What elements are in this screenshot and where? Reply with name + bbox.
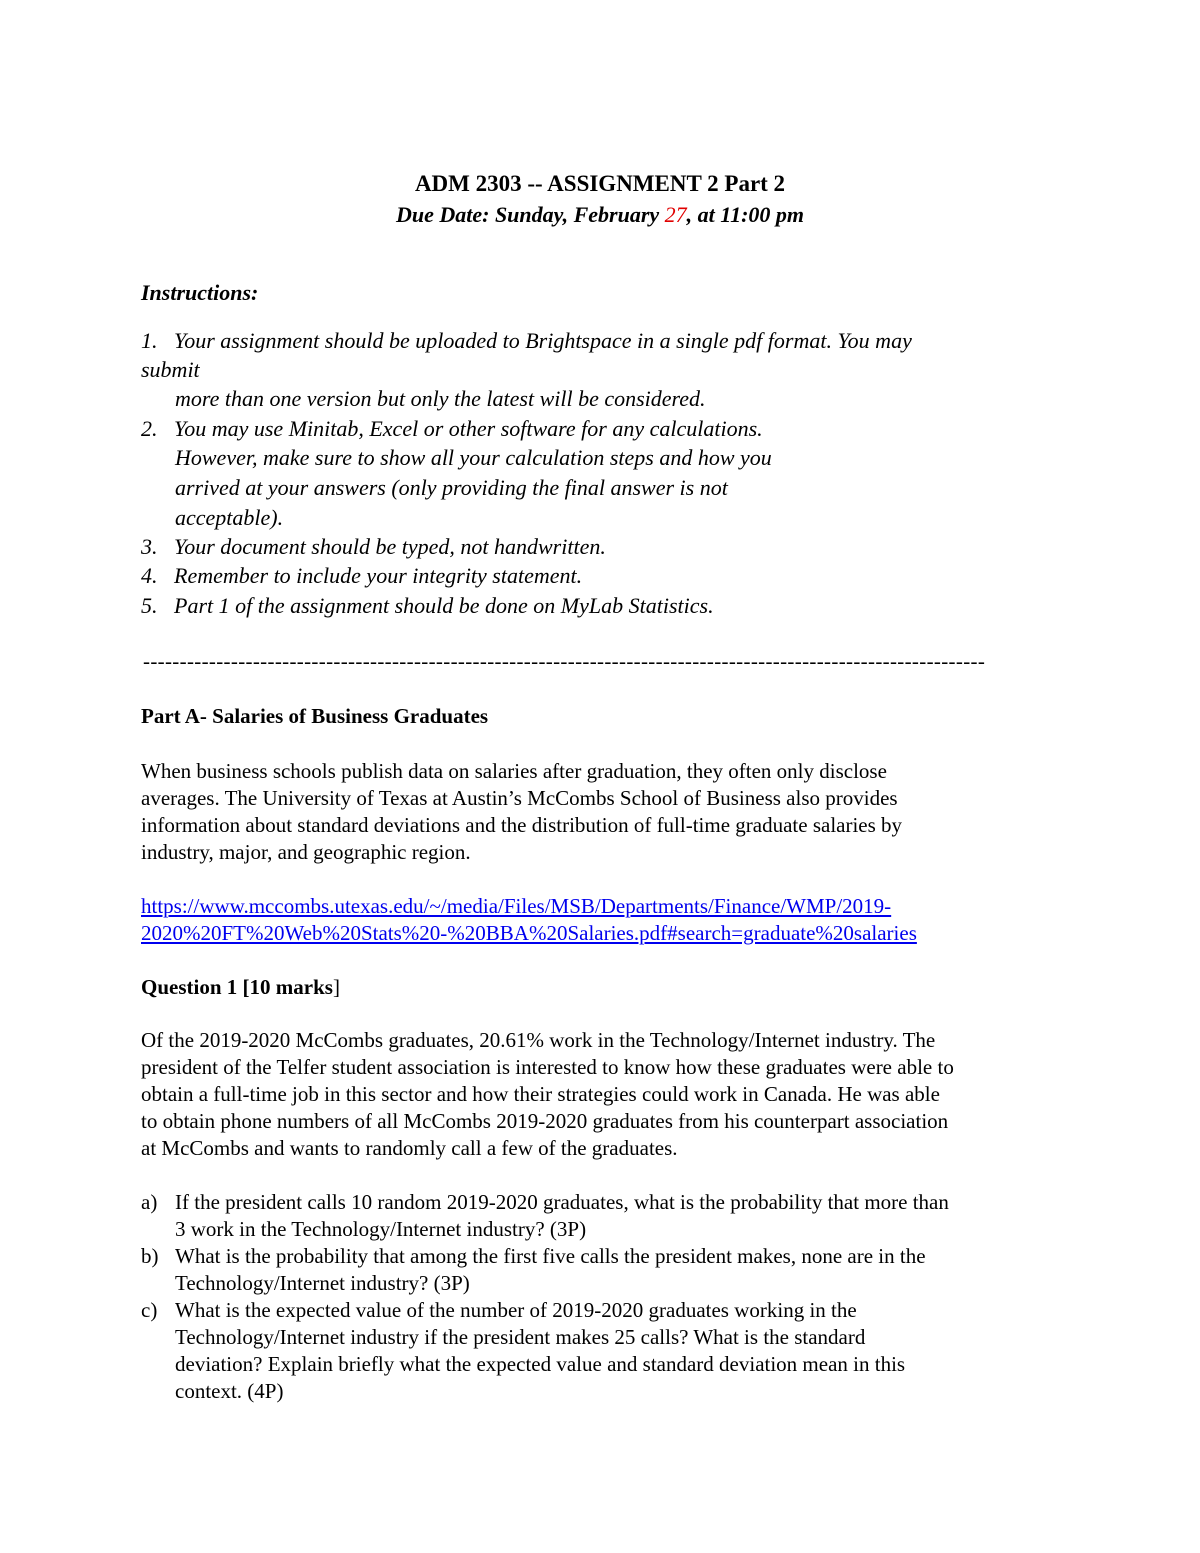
part-a-paragraph-line-2: averages. The University of Texas at Austin’s McCombs School of Business also provides [141,786,898,810]
instruction-item-4-number: 4. [141,563,158,588]
instruction-item-2-line-3: arrived at your answers (only providing the final answer is not [175,475,728,500]
source-link-line-2[interactable]: 2020%20FT%20Web%20Stats%20-%20BBA%20Salaries.pdf#search=graduate%20salaries [141,921,917,945]
dashed-divider: ------------------------------------------------------------------------------------------------------------------- [143,649,986,673]
due-date-day: 27 [664,202,687,227]
part-a-paragraph-line-3: information about standard deviations and the distribution of full-time graduate salaries by [141,813,903,837]
question-1a-text: If the president calls 10 random 2019-2020 graduates, what is the probability that more than [175,1190,949,1214]
instruction-item-1-line-1 [141,330,912,352]
question-1c-line-1 [141,1300,857,1321]
instruction-item-3-number: 3. [141,534,158,559]
instruction-item-1-line-2: submit [141,357,200,382]
instruction-item-2-line-4: acceptable). [175,505,284,530]
source-link-line-1[interactable]: https://www.mccombs.utexas.edu/~/media/Files/MSB/Departments/Finance/WMP/2019- [141,894,892,918]
instructions-heading: Instructions: [141,280,259,305]
instruction-item-4 [141,565,582,587]
question-1c-text: What is the expected value of the number of 2019-2020 graduates working in the [175,1298,857,1322]
question-1c-label: c) [141,1298,158,1322]
question-1a-line-2: 3 work in the Technology/Internet industry? (3P) [175,1217,587,1241]
part-a-paragraph-line-1: When business schools publish data on salaries after graduation, they often only disclose [141,759,887,783]
question-1-paragraph-line-2: president of the Telfer student association is interested to know how these graduates were able to [141,1055,954,1079]
instruction-item-2-text: You may use Minitab, Excel or other software for any calculations. [174,416,763,441]
question-1b-line-2: Technology/Internet industry? (3P) [175,1271,470,1295]
question-1b-line-1 [141,1246,926,1267]
instruction-item-1-number: 1. [141,328,158,353]
question-1-heading-bracket: ] [332,975,340,999]
question-1c-line-2: Technology/Internet industry if the president makes 25 calls? What is the standard [175,1325,866,1349]
due-date [0,204,1200,226]
question-1-paragraph-line-4: to obtain phone numbers of all McCombs 2019-2020 graduates from his counterpart association [141,1109,949,1133]
assignment-title: ADM 2303 -- ASSIGNMENT 2 Part 2 [414,171,786,196]
instruction-item-4-text: Remember to include your integrity statement. [174,563,583,588]
question-1-paragraph-line-5: at McCombs and wants to randomly call a few of the graduates. [141,1136,678,1160]
instruction-item-5 [141,595,714,617]
instruction-item-5-number: 5. [141,593,158,618]
question-1-paragraph-line-3: obtain a full-time job in this sector and how their strategies could work in Canada. He was able [141,1082,940,1106]
question-1b-label: b) [141,1244,159,1268]
instruction-item-1-line-3: more than one version but only the latest will be considered. [175,386,706,411]
question-1c-line-3: deviation? Explain briefly what the expected value and standard deviation mean in this [175,1352,906,1376]
instruction-item-3-text: Your document should be typed, not handwritten. [174,534,606,559]
question-1a-label: a) [141,1190,158,1214]
instruction-item-2-number: 2. [141,416,158,441]
instruction-item-1-text: Your assignment should be uploaded to Brightspace in a single pdf format. You may [174,328,912,353]
part-a-paragraph-line-4: industry, major, and geographic region. [141,840,471,864]
instruction-item-3 [141,536,606,558]
question-1b-text: What is the probability that among the first five calls the president makes, none are in the [175,1244,926,1268]
question-1-heading [141,977,340,998]
question-1-paragraph-line-1: Of the 2019-2020 McCombs graduates, 20.61% work in the Technology/Internet industry. The [141,1028,936,1052]
question-1-heading-text: Question 1 [10 marks [141,975,333,999]
instruction-item-2-line-2: However, make sure to show all your calculation steps and how you [175,445,772,470]
question-1c-line-4: context. (4P) [175,1379,284,1403]
instruction-item-5-text: Part 1 of the assignment should be done on MyLab Statistics. [174,593,714,618]
due-date-prefix: Due Date: Sunday, February [395,202,665,227]
due-date-suffix: , at 11:00 pm [686,202,805,227]
instruction-item-2-line-1 [141,418,763,440]
question-1a-line-1 [141,1192,949,1213]
part-a-heading: Part A- Salaries of Business Graduates [141,704,489,728]
